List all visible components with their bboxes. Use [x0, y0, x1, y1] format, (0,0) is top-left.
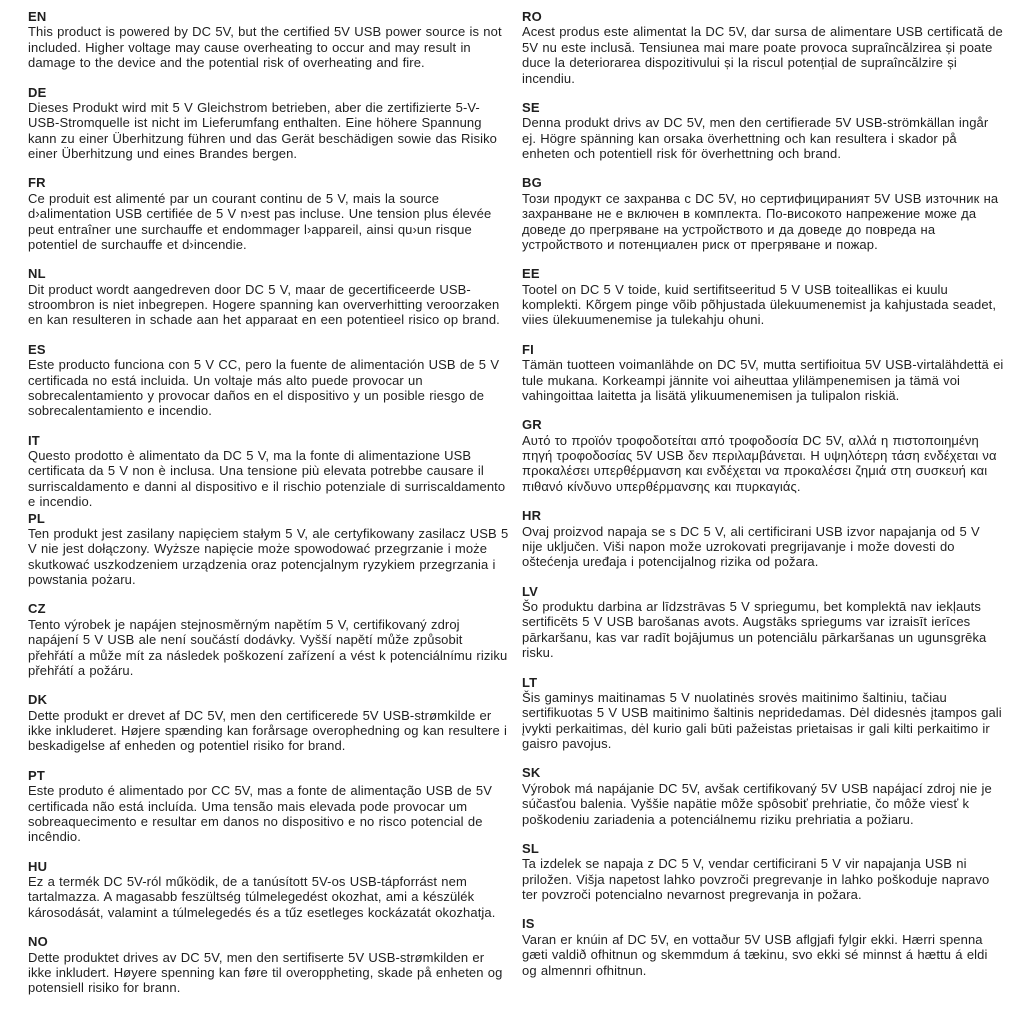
lang-block-ro	[522, 9, 1004, 86]
lang-block-lt	[522, 675, 1004, 752]
lang-code-en: EN	[28, 9, 47, 24]
lang-text-se: Denna produkt drivs av DC 5V, men den certifierade 5V USB-strömkällan ingår ej. Högre spänning kan orsaka överhettning och kan resultera i skador på enheten och potentiell risk för överhettning och brand.	[522, 115, 989, 161]
lang-code-sk: SK	[522, 765, 541, 781]
lang-text-bg: Този продукт се захранва с DC 5V, но сертифицираният 5V USB източник на захранване не е включен в комплекта. По-високото напрежение може да доведе до прегряване на устройството и да доведе до повреда на устройството и потенциален риск от прегряване и пожар.	[522, 190, 999, 252]
lang-block-fi	[522, 342, 1004, 404]
lang-text-en: This product is powered by DC 5V, but the certified 5V USB power source is not included. Higher voltage may cause overheating to occur and may result in damage to the device and the potential risk of overheating and fire.	[28, 24, 502, 71]
lang-block-pl	[28, 511, 510, 588]
lang-code-pl: PL	[28, 510, 46, 526]
lang-block-it	[28, 433, 510, 510]
lang-code-lv: LV	[522, 583, 539, 599]
lang-code-hu: HU	[28, 858, 48, 874]
lang-code-nl: NL	[28, 266, 46, 282]
lang-code-sl: SL	[522, 840, 540, 856]
lang-text-gr: Αυτό το προϊόν τροφοδοτείται από τροφοδοσία DC 5V, αλλά η πιστοποιημένη πηγή τροφοδοσίας 5V USB δεν περιλαμβάνεται. Η υψηλότερη τάση ενδέχεται να προκαλέσει υπερθέρμανση και ενδέχεται να προκαλέσει ζημιά στη συσκευή και πιθανό κίνδυνο υπερθέρμανσης και πυρκαγιάς.	[522, 432, 997, 494]
lang-code-no: NO	[28, 934, 48, 950]
lang-block-fr	[28, 175, 510, 252]
lang-text-fr: Ce produit est alimenté par un courant continu de 5 V, mais la source d›alimentation USB certifiée de 5 V n›est pas incluse. Une tension plus élevée peut entraîner une surchauffe et endommager l›appareil, ainsi qu›un risque potentiel de surchauffe et d›incendie.	[28, 190, 492, 252]
lang-code-is: IS	[522, 916, 535, 932]
lang-code-fi: FI	[522, 341, 534, 357]
lang-text-hr: Ovaj proizvod napaja se s DC 5 V, ali certificirani USB izvor napajanja od 5 V nije uključen. Viši napon može uzrokovati pregrijavanje i može dovesti do oštećenja uređaja i potencijalnog rizika od požara.	[522, 523, 980, 570]
lang-block-bg	[522, 175, 1004, 252]
lang-block-hu	[28, 859, 510, 921]
lang-code-dk: DK	[28, 692, 48, 708]
lang-text-es: Este producto funciona con 5 V CC, pero la fuente de alimentación USB de 5 V certificada no está incluida. Un voltaje más alto puede provocar un sobrecalentamiento y provocar daños en el dispositivo y un posible riesgo de sobrecalentamiento e incendio.	[28, 357, 500, 419]
right-column	[522, 9, 1004, 1024]
lang-block-sk	[522, 765, 1004, 827]
lang-text-cz: Tento výrobek je napájen stejnosměrným napětím 5 V, certifikovaný zdroj napájení 5 V USB ale není součástí dodávky. Vyšší napětí může způsobit přehřátí a může mít za následek poškození zařízení a vést k potenciálnímu riziku přehřátí a požáru.	[28, 616, 508, 678]
lang-code-gr: GR	[522, 417, 542, 433]
lang-text-nl: Dit product wordt aangedreven door DC 5 V, maar de gecertificeerde USB-stroombron is niet inbegrepen. Hogere spanning kan oververhitting veroorzaken en kan resulteren in schade aan het apparaat en een potentieel risico op brand.	[28, 281, 500, 328]
lang-block-gr	[522, 417, 1004, 494]
lang-code-hr: HR	[522, 508, 542, 524]
lang-text-lt: Šis gaminys maitinamas 5 V nuolatinės srovės maitinimo šaltiniu, tačiau sertifikuotas 5 V USB maitinimo šaltinis nepridedamas. Dėl didesnės įtampos gali įvykti perkaitimas, dėl kurio gali būti pažeistas prietaisas ir gali kilti perkaitimo ir gaisro pavojus.	[522, 689, 1002, 752]
lang-code-lt: LT	[522, 674, 538, 690]
lang-text-fi: Tämän tuotteen voimanlähde on DC 5V, mutta sertifioitua 5V USB-virtalähdettä ei tule mukana. Korkeampi jännite voi aiheuttaa ylilämpenemisen ja tämä voi vahingoittaa laitetta ja lisätä ylikuumenemisen ja tulipalon riskiä.	[522, 357, 1004, 403]
lang-text-sk: Výrobok má napájanie DC 5V, avšak certifikovaný 5V USB napájací zdroj nie je súčasťou balenia. Vyššie napätie môže spôsobiť prehriatie, čo môže viesť k poškodeniu zariadenia a potenciálnemu riziku prehriatia a požiaru.	[522, 780, 992, 827]
lang-block-sl	[522, 841, 1004, 903]
lang-block-se	[522, 100, 1004, 162]
lang-block-pt	[28, 768, 510, 845]
lang-block-nl	[28, 266, 510, 328]
lang-code-pt: PT	[28, 767, 46, 783]
lang-code-bg: BG	[522, 175, 542, 191]
lang-block-is	[522, 916, 1004, 978]
lang-text-pt: Este produto é alimentado por CC 5V, mas a fonte de alimentação USB de 5V certificada não está incluída. Uma tensão mais elevada pode provocar um sobreaquecimento e resultar em danos no dispositivo e no risco potencial de incêndio.	[28, 783, 493, 845]
lang-code-ro: RO	[522, 9, 542, 24]
lang-block-hr	[522, 508, 1004, 570]
lang-text-ro: Acest produs este alimentat la DC 5V, dar sursa de alimentare USB certificată de 5V nu este inclusă. Tensiunea mai mare poate provoca supraîncălzirea și poate duce la deteriorarea dispozitivului și la riscul potențial de supraîncălzire și incendiu.	[522, 24, 1003, 86]
lang-code-ee: EE	[522, 266, 540, 282]
lang-block-cz	[28, 601, 510, 678]
lang-text-no: Dette produktet drives av DC 5V, men den sertifiserte 5V USB-strømkilden er ikke inkludert. Høyere spenning kan føre til overoppheting, skade på enheten og potensiell risiko for brann.	[28, 949, 503, 996]
lang-text-dk: Dette produkt er drevet af DC 5V, men den certificerede 5V USB-strømkilde er ikke inkluderet. Højere spænding kan forårsage overophedning og kan resultere i beskadigelse af enheden og potentiel risiko for brand.	[28, 707, 508, 754]
lang-text-is: Varan er knúin af DC 5V, en vottaður 5V USB aflgjafi fylgir ekki. Hærri spenna gæti valdið ofhitnun og skemmdum á tækinu, svo ekki sé minnst á hættu á eldi og almennri ofhitnun.	[522, 931, 988, 978]
lang-text-lv: Šo produktu darbina ar līdzstrāvas 5 V spriegumu, bet komplektā nav iekļauts sertificēts 5 V USB barošanas avots. Augstāks spriegums var izraisīt ierīces pārkaršanu, kas var radīt bojājumus un potenciālu pārkaršanas un ugunsgrēka risku.	[522, 599, 987, 661]
lang-block-no	[28, 934, 510, 996]
lang-text-it: Questo prodotto è alimentato da DC 5 V, ma la fonte di alimentazione USB certificata da 5 V non è inclusa. Una tensione più elevata potrebbe causare il surriscaldamento e danni al dispositivo e il rischio potenziale di surriscaldamento e incendio.	[28, 448, 506, 510]
lang-code-cz: CZ	[28, 601, 46, 617]
lang-code-se: SE	[522, 99, 540, 115]
lang-text-pl: Ten produkt jest zasilany napięciem stałym 5 V, ale certyfikowany zasilacz USB 5 V nie jest dołączony. Wyższe napięcie może spowodować przegrzanie i może skutkować uszkodzeniem urządzenia oraz potencjalnym ryzykiem przegrzania i powstania pożaru.	[28, 525, 509, 588]
lang-block-ee	[522, 266, 1004, 328]
lang-text-hu: Ez a termék DC 5V-ról működik, de a tanúsított 5V-os USB-tápforrást nem tartalmazza. A magasabb feszültség túlmelegedést okozhat, ami a készülék károsodását, valamint a túlmelegedés és a tűz esetleges kockázatát okozhatja.	[28, 874, 496, 920]
lang-block-lv	[522, 584, 1004, 661]
lang-block-dk	[28, 692, 510, 754]
lang-code-es: ES	[28, 341, 46, 357]
lang-block-de	[28, 85, 510, 162]
lang-block-es	[28, 342, 510, 419]
lang-block-en	[28, 9, 510, 71]
lang-code-fr: FR	[28, 175, 46, 191]
lang-code-de: DE	[28, 84, 47, 100]
lang-text-de: Dieses Produkt wird mit 5 V Gleichstrom betrieben, aber die zertifizierte 5-V-USB-Stromquelle ist nicht im Lieferumfang enthalten. Eine höhere Spannung kann zu einer Überhitzung führen und das Gerät beschädigen sowie das Risiko einer Überhitzung und eines Brandes bergen.	[28, 99, 497, 161]
lang-code-it: IT	[28, 432, 40, 448]
lang-text-sl: Ta izdelek se napaja z DC 5 V, vendar certificirani 5 V vir napajanja USB ni priložen. Višja napetost lahko povzroči pregrevanje in lahko poškoduje napravo ter povzroči potencialno nevarnost pregrevanja in požara.	[522, 856, 990, 903]
lang-text-ee: Tootel on DC 5 V toide, kuid sertifitseeritud 5 V USB toiteallikas ei kuulu komplekti. Kõrgem pinge võib põhjustada ülekuumenemist ja kahjustada seadet, viies ülekuumenemise ja tulekahju ohuni.	[522, 281, 997, 328]
left-column	[28, 9, 510, 1024]
